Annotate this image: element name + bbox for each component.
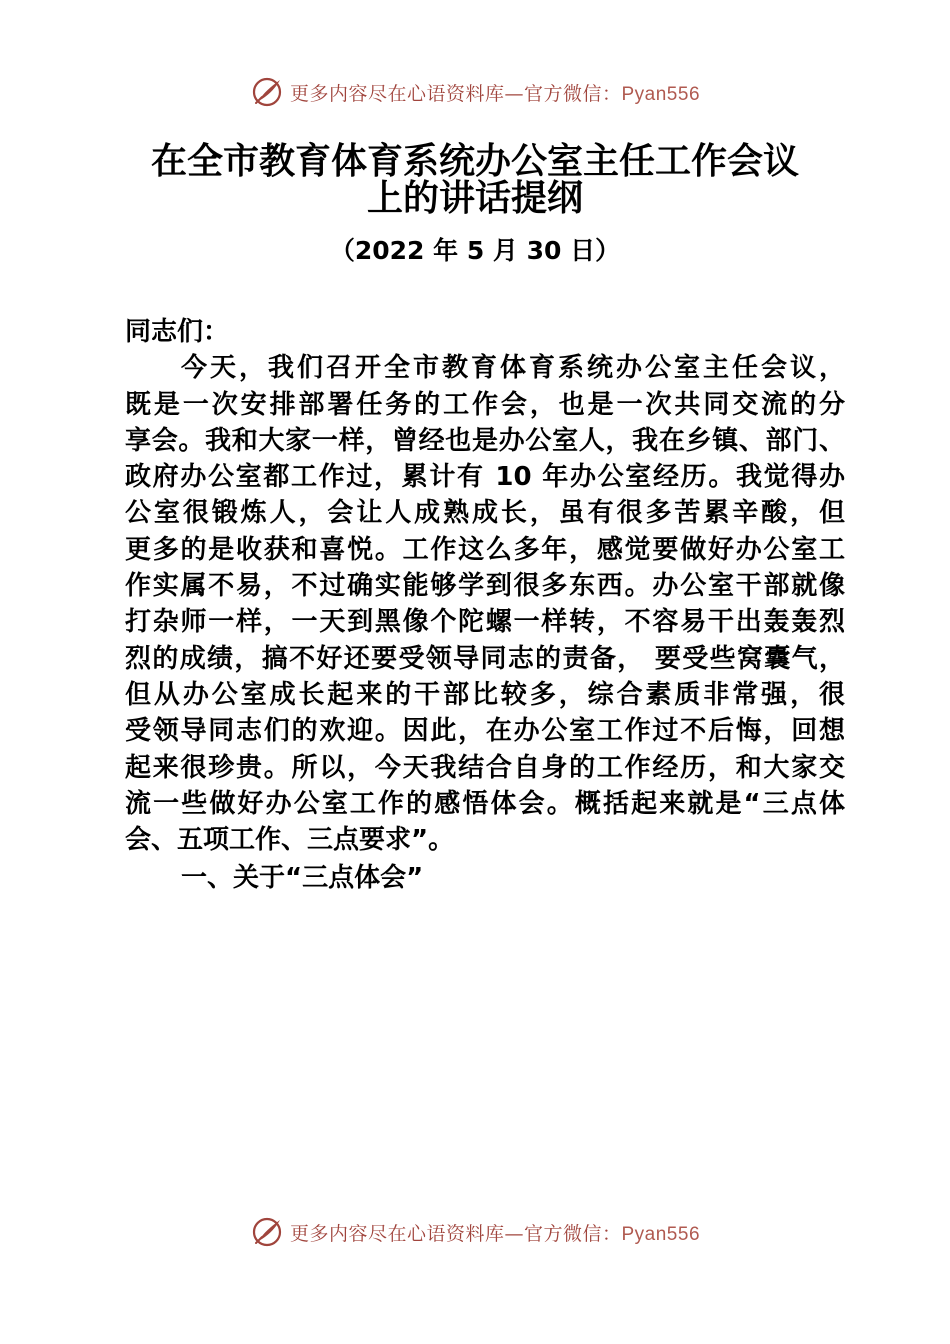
paragraph-line: 享会。我和大家一样，曾经也是办公室人，我在乡镇、部门、 (125, 425, 845, 456)
document-title-line2: 上的讲话提纲 (366, 178, 583, 219)
paragraph-line: 更多的是收获和喜悦。工作这么多年，感觉要做好办公室工 (125, 534, 845, 565)
watermark-wechat-id: Pyan556 (621, 83, 701, 105)
paragraph-line: 政府办公室都工作过，累计有 10 年办公室经历。我觉得办 (125, 462, 845, 493)
paragraph-line: 公室很锻炼人，会让人成熟成长，虽有很多苦累辛酸，但 (125, 498, 845, 529)
paragraph-line: 流一些做好办公室工作的感悟体会。概括起来就是“三点体 (125, 788, 845, 819)
document-date: （2022 年 5 月 30 日） (329, 236, 621, 265)
paragraph-line: 作实属不易，不过确实能够学到很多东西。办公室干部就像 (125, 571, 845, 602)
paragraph-line: 今天，我们召开全市教育体育系统办公室主任会议， (181, 353, 845, 384)
paragraph-line: 打杂师一样，一天到黑像个陀螺一样转，不容易干出轰轰烈 (125, 607, 845, 638)
watermark-wechat-id: Pyan556 (621, 1223, 701, 1245)
watermark-text: 更多内容尽在心语资料库—官方微信：Pyan556 (289, 1222, 701, 1245)
paragraph-line: 烈的成绩，搞不好还要受领导同志的责备， 要受些窝囊气， (125, 643, 845, 674)
quill-logo-icon (250, 1215, 284, 1249)
watermark-header (0, 72, 950, 112)
paragraph-line: 起来很珍贵。所以，今天我结合自身的工作经历，和大家交 (125, 752, 845, 783)
section-heading: 一、关于“三点体会” (181, 863, 424, 894)
watermark-text: 更多内容尽在心语资料库—官方微信：Pyan556 (289, 82, 701, 105)
salutation: 同志们： (125, 317, 230, 347)
quill-logo-icon (250, 75, 284, 109)
paragraph-line: 会、五项工作、三点要求”。 (125, 825, 455, 856)
document-title-line1: 在全市教育体育系统办公室主任工作会议 (150, 141, 799, 182)
paragraph-line: 受领导同志们的欢迎。因此，在办公室工作过不后悔，回想 (125, 716, 845, 747)
watermark-footer (0, 1212, 950, 1252)
paragraph-line: 既是一次安排部署任务的工作会，也是一次共同交流的分 (125, 389, 845, 420)
document-body (125, 314, 845, 898)
paragraph-line: 但从办公室成长起来的干部比较多，综合素质非常强，很 (125, 679, 845, 710)
